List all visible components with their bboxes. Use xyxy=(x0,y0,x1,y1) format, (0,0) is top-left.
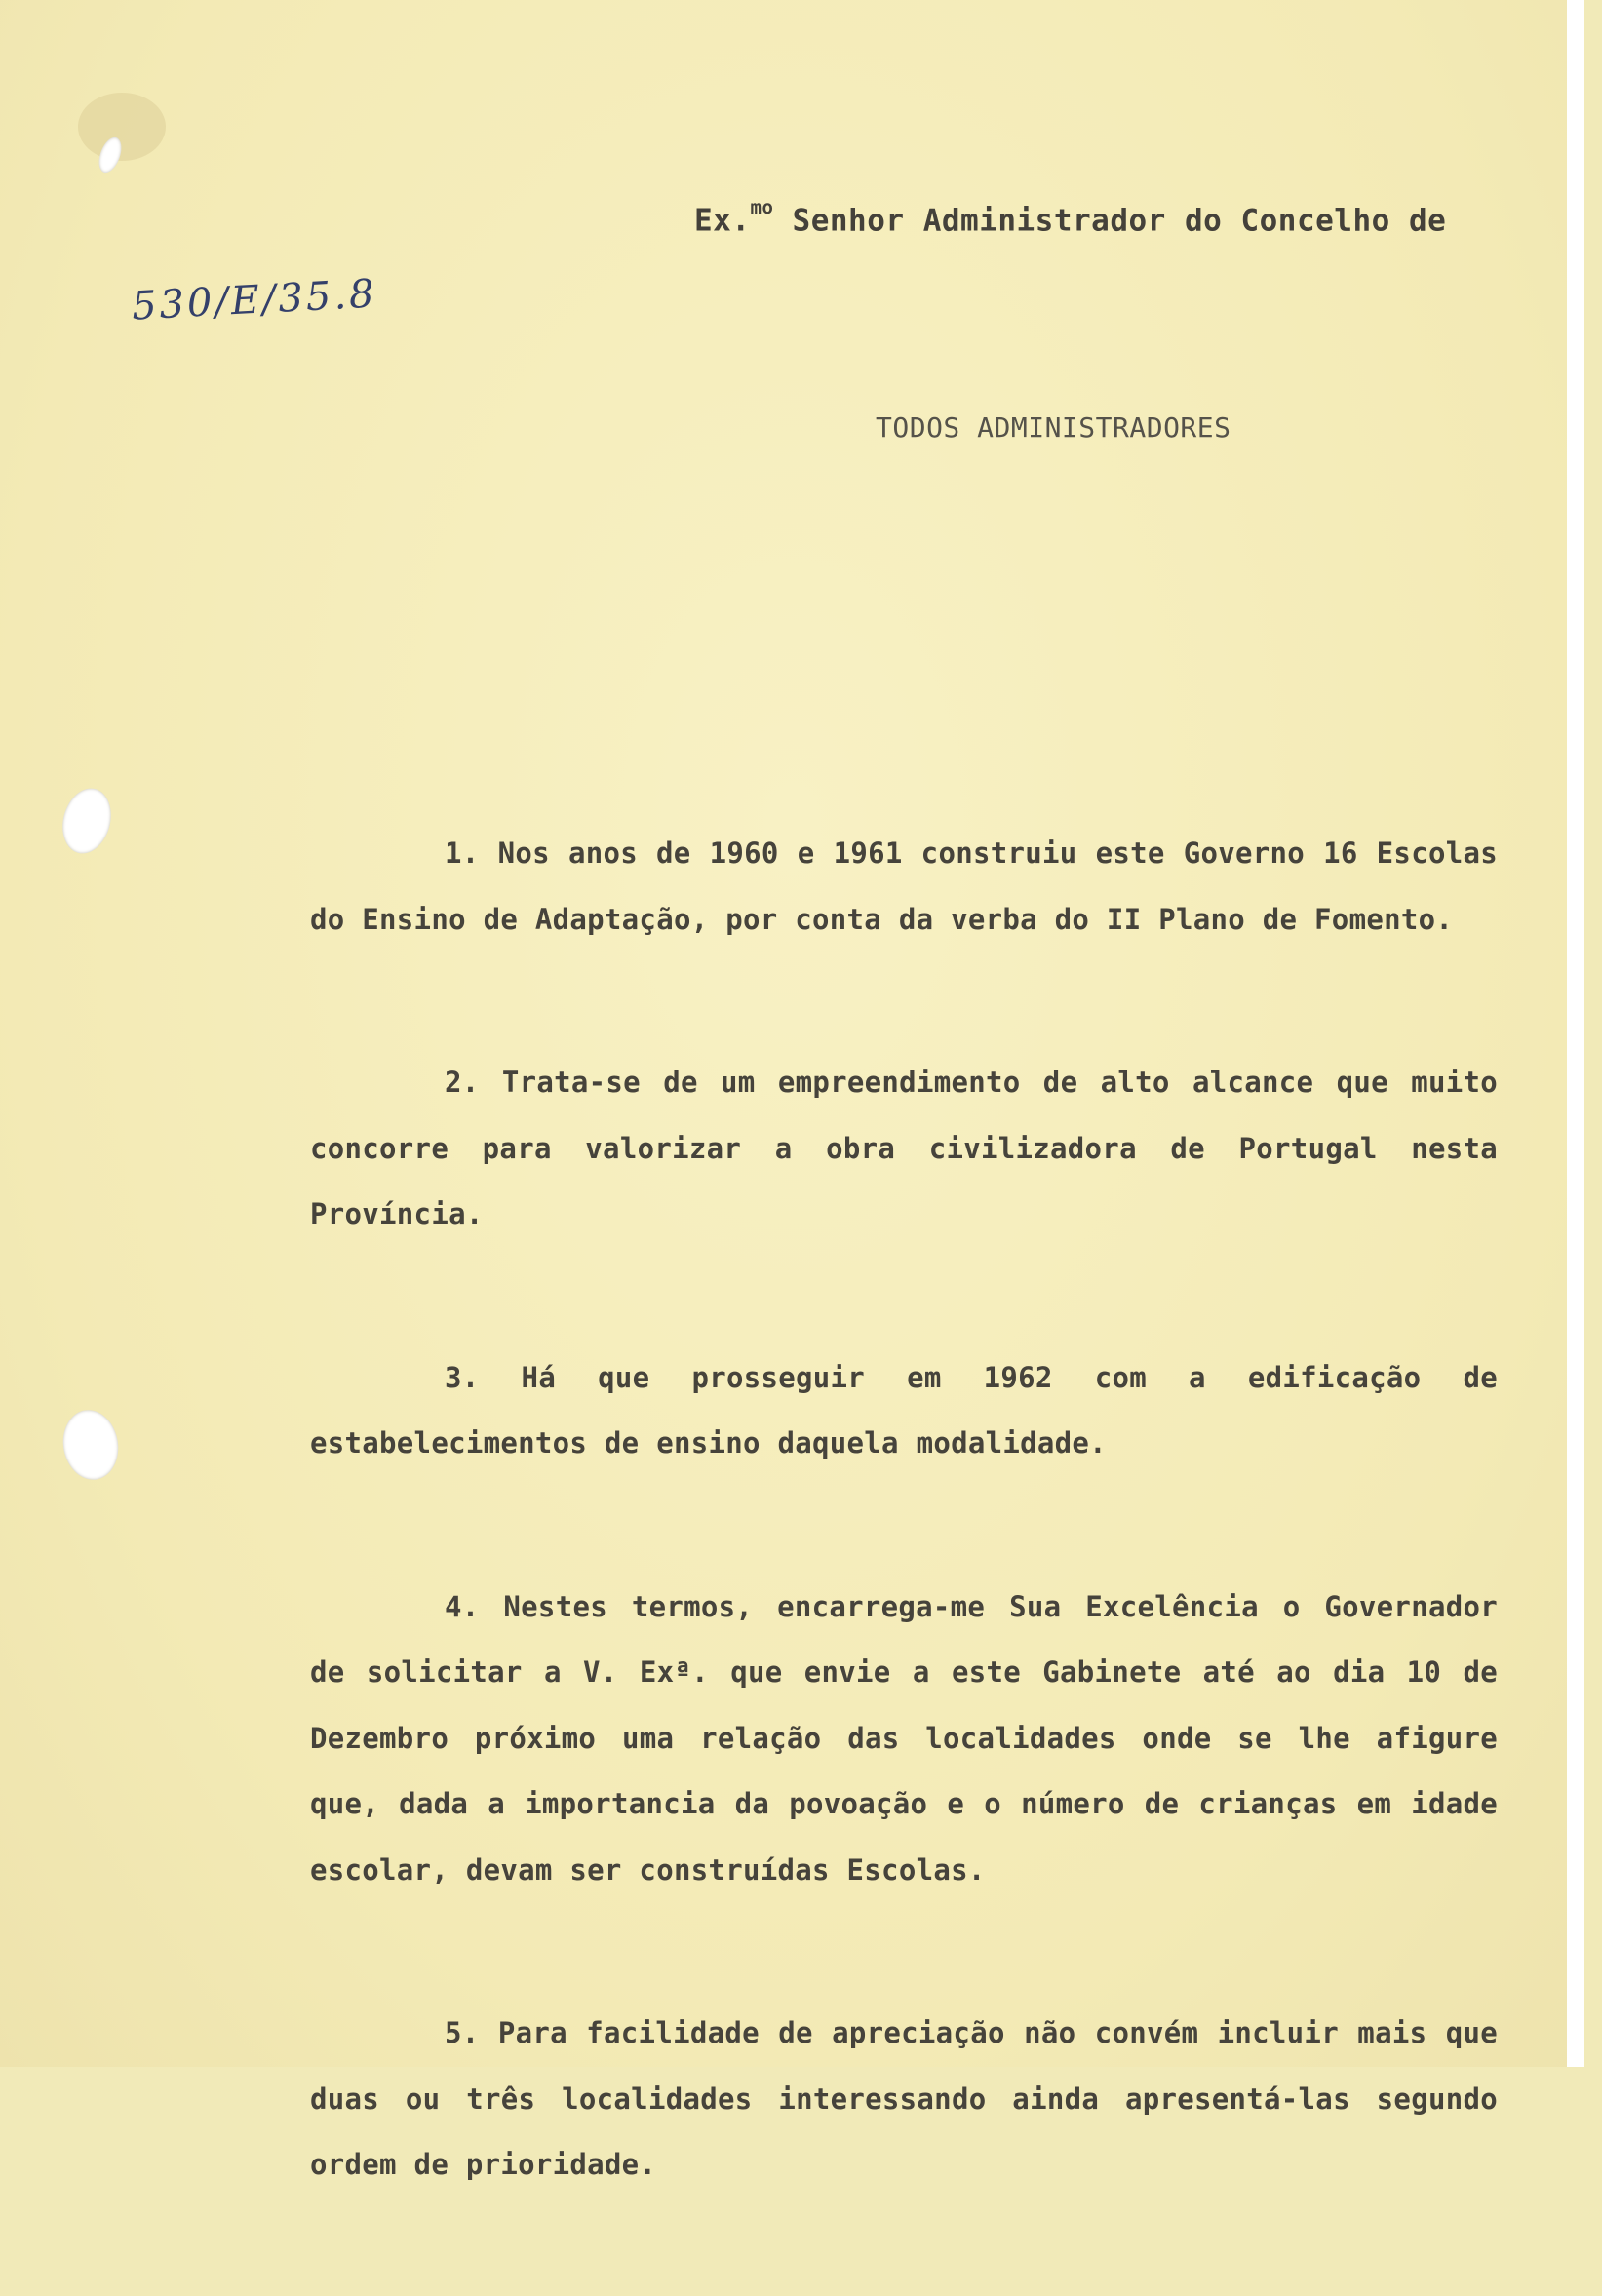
punch-hole-lower xyxy=(58,1406,124,1485)
letter-body xyxy=(310,821,1498,2296)
paragraph-4: 4. Nestes termos, encarrega-me Sua Excelência o Governador de solicitar a V. Exª. que envie a este Gabinete até ao dia 10 de Dezembro próximo uma relação das localidades onde se lhe afigure que, dada a importancia da povoação e o número de crianças em idade escolar, devam ser construídas Escolas. xyxy=(310,1589,1498,1887)
addressee-text: Senhor Administrador do Concelho de xyxy=(773,203,1447,239)
punch-hole-upper xyxy=(56,783,118,859)
paragraph-5: 5. Para facilidade de apreciação não convém incluir mais que duas ou três localidades interessando ainda apresentá-las segundo ordem de prioridade. xyxy=(310,2016,1498,2181)
addressee-superscript: mo xyxy=(750,197,774,218)
paper-stain xyxy=(78,93,166,161)
paragraph-3: 3. Há que prosseguir em 1962 com a edificação de estabelecimentos de ensino daquela modalidade. xyxy=(310,1360,1498,1459)
handwritten-reference: 530/E/35.8 xyxy=(130,271,378,330)
recipients-line: TODOS ADMINISTRADORES xyxy=(876,411,1231,444)
addressee-line xyxy=(694,197,1447,239)
paragraph-2: 2. Trata-se de um empreendimento de alto alcance que muito concorre para valorizar a obra civilizadora de Portugal nesta Província. xyxy=(310,1066,1498,1230)
paragraph-1: 1. Nos anos de 1960 e 1961 construiu este Governo 16 Escolas do Ensino de Adaptação, por conta da verba do II Plano de Fomento. xyxy=(310,837,1498,936)
page-edge xyxy=(1567,0,1584,2067)
addressee-prefix: Ex. xyxy=(694,203,751,239)
